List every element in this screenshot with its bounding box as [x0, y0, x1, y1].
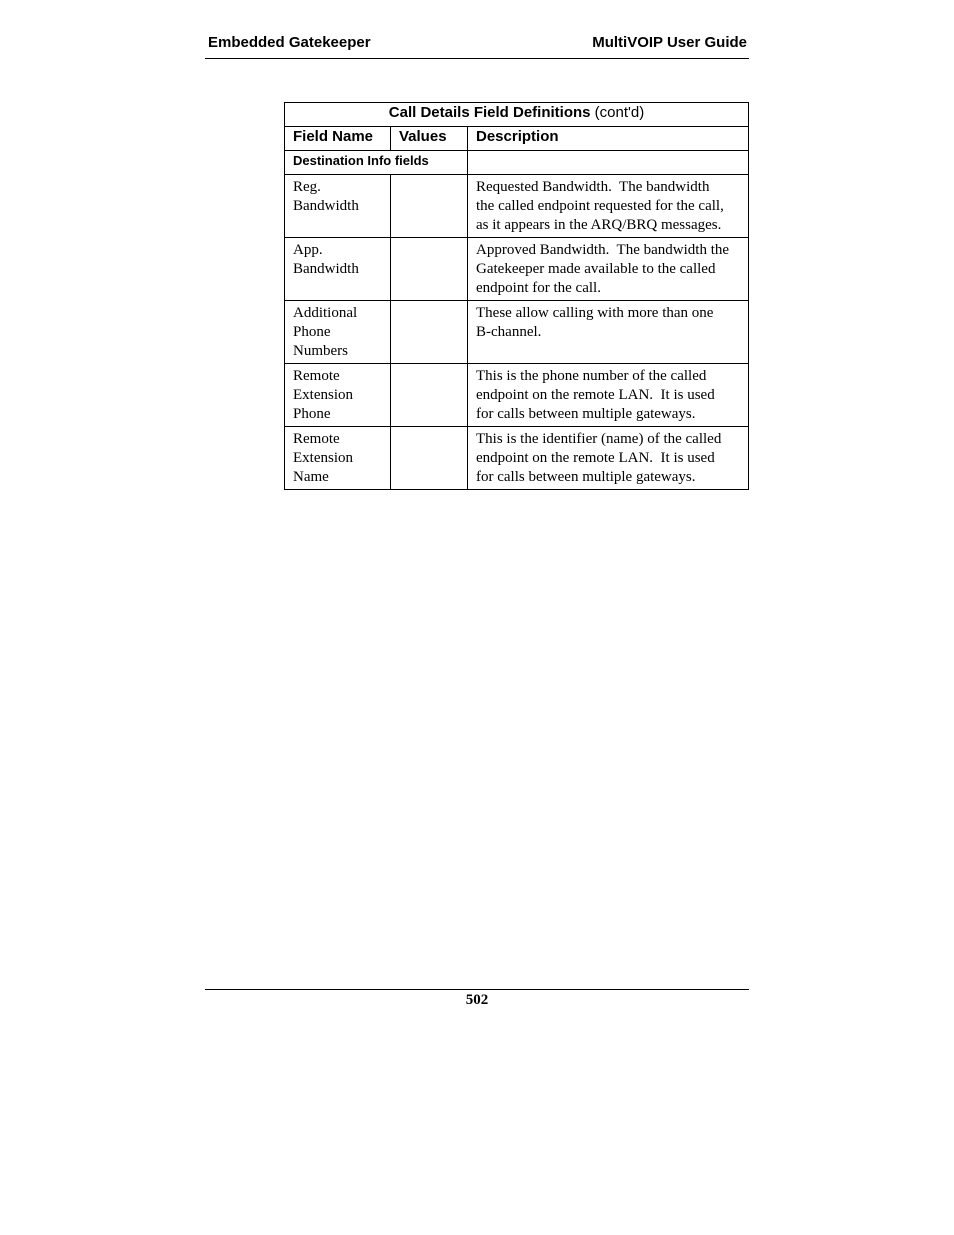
field-name-line: Reg. — [293, 179, 321, 195]
field-name-line: Extension — [293, 387, 353, 403]
field-name-line: App. — [293, 242, 323, 258]
description-cell — [468, 301, 749, 364]
description-line: B-channel. — [476, 324, 542, 340]
table-row — [285, 175, 749, 238]
description-line: endpoint on the remote LAN. It is used — [476, 387, 715, 403]
table-row — [285, 364, 749, 427]
field-name-cell — [285, 364, 391, 427]
description-line: These allow calling with more than one — [476, 305, 714, 321]
column-header-values: Values — [391, 127, 468, 151]
running-header-section: Embedded Gatekeeper — [208, 34, 371, 51]
description-line: This is the identifier (name) of the called — [476, 431, 722, 447]
field-name-line: Phone — [293, 406, 331, 422]
values-cell — [391, 427, 468, 490]
values-cell — [391, 175, 468, 238]
description-line: for calls between multiple gateways. — [476, 469, 696, 485]
description-line: This is the phone number of the called — [476, 368, 707, 384]
field-name-line: Bandwidth — [293, 198, 359, 214]
table-caption-row — [285, 103, 749, 127]
field-name-line: Numbers — [293, 343, 348, 359]
description-line: endpoint for the call. — [476, 280, 601, 296]
field-name-cell — [285, 238, 391, 301]
description-cell — [468, 175, 749, 238]
values-cell — [391, 364, 468, 427]
table-caption-suffix: (cont'd) — [594, 104, 645, 121]
description-line: Approved Bandwidth. The bandwidth the — [476, 242, 730, 258]
description-line: endpoint on the remote LAN. It is used — [476, 450, 715, 466]
description-cell — [468, 238, 749, 301]
description-cell — [468, 427, 749, 490]
field-name-line: Phone — [293, 324, 331, 340]
field-name-line: Extension — [293, 450, 353, 466]
description-line: for calls between multiple gateways. — [476, 406, 696, 422]
field-name-line: Bandwidth — [293, 261, 359, 277]
description-line: Requested Bandwidth. The bandwidth — [476, 179, 710, 195]
field-name-line: Additional — [293, 305, 358, 321]
values-cell — [391, 301, 468, 364]
field-name-cell — [285, 427, 391, 490]
values-cell — [391, 238, 468, 301]
field-name-line: Remote — [293, 368, 340, 384]
table-row — [285, 427, 749, 490]
description-line: as it appears in the ARQ/BRQ messages. — [476, 217, 722, 233]
field-name-line: Remote — [293, 431, 340, 447]
column-header-field-name: Field Name — [285, 127, 391, 151]
table-row — [285, 238, 749, 301]
section-row — [285, 151, 749, 175]
running-header-title: MultiVOIP User Guide — [592, 34, 747, 51]
page-number: 502 — [465, 992, 489, 1008]
description-line: Gatekeeper made available to the called — [476, 261, 716, 277]
header-divider — [205, 58, 749, 59]
section-empty-cell — [468, 151, 749, 175]
field-name-line: Name — [293, 469, 329, 485]
table-row — [285, 301, 749, 364]
column-header-description: Description — [468, 127, 749, 151]
table-caption — [285, 103, 749, 127]
field-name-cell — [285, 175, 391, 238]
table-header-row — [285, 127, 749, 151]
description-line: the called endpoint requested for the call, — [476, 198, 724, 214]
section-label: Destination Info fields — [285, 151, 468, 175]
table-caption-title: Call Details Field Definitions — [388, 104, 591, 121]
call-details-table — [284, 102, 749, 490]
field-name-cell — [285, 301, 391, 364]
description-cell — [468, 364, 749, 427]
footer-divider — [205, 989, 749, 990]
